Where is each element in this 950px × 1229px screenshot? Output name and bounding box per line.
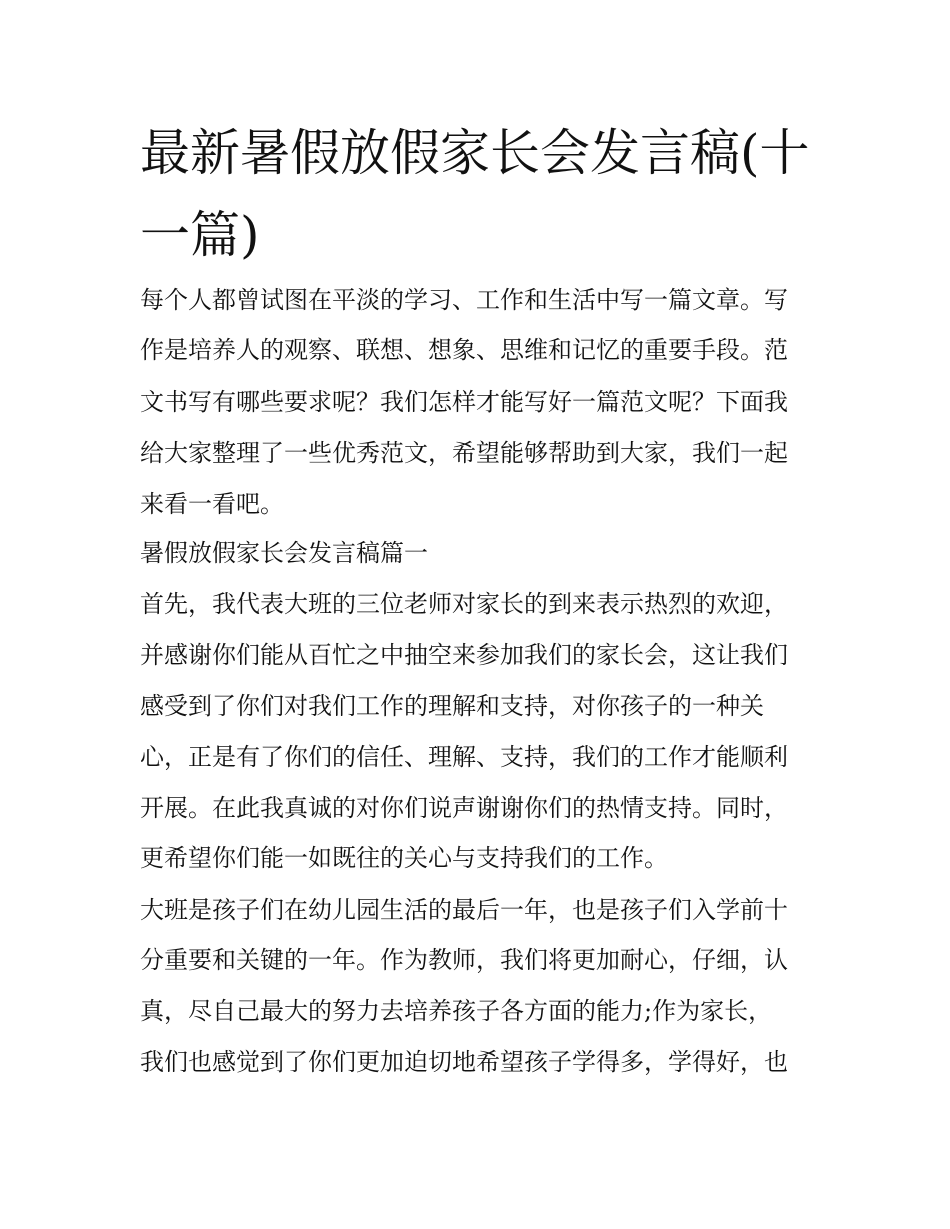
paragraph-2-line-1: 大班是孩子们在幼儿园生活的最后一年，也是孩子们入学前十 [140,896,788,924]
intro-line-5: 来看一看吧。 [140,490,284,518]
intro-line-2: 作是培养人的观察、联想、想象、思维和记忆的重要手段。范 [140,336,788,364]
document-title: 最新暑假放假家长会发言稿(十一篇) [140,124,810,264]
paragraph-1-line-3: 感受到了你们对我们工作的理解和支持，对你孩子的一种关 [140,692,764,720]
paragraph-1-line-1: 首先，我代表大班的三位老师对家长的到来表示热烈的欢迎， [140,590,788,618]
section-heading: 暑假放假家长会发言稿篇一 [140,539,428,567]
paragraph-1-line-4: 心，正是有了你们的信任、理解、支持，我们的工作才能顺利 [140,743,788,771]
paragraph-2-line-2: 分重要和关键的一年。作为教师，我们将更加耐心，仔细，认 [140,946,788,974]
paragraph-1-line-5: 开展。在此我真诚的对你们说声谢谢你们的热情支持。同时， [140,794,788,822]
intro-line-4: 给大家整理了一些优秀范文，希望能够帮助到大家，我们一起 [140,439,788,467]
paragraph-2-line-4: 我们也感觉到了你们更加迫切地希望孩子学得多，学得好，也 [140,1048,788,1076]
paragraph-1-line-6: 更希望你们能一如既往的关心与支持我们的工作。 [140,844,668,872]
intro-line-3: 文书写有哪些要求呢？我们怎样才能写好一篇范文呢？下面我 [140,388,788,416]
paragraph-1-line-2: 并感谢你们能从百忙之中抽空来参加我们的家长会，这让我们 [140,641,788,669]
intro-line-1: 每个人都曾试图在平淡的学习、工作和生活中写一篇文章。写 [140,286,788,314]
paragraph-2-line-3: 真，尽自己最大的努力去培养孩子各方面的能力;作为家长， [140,997,773,1025]
